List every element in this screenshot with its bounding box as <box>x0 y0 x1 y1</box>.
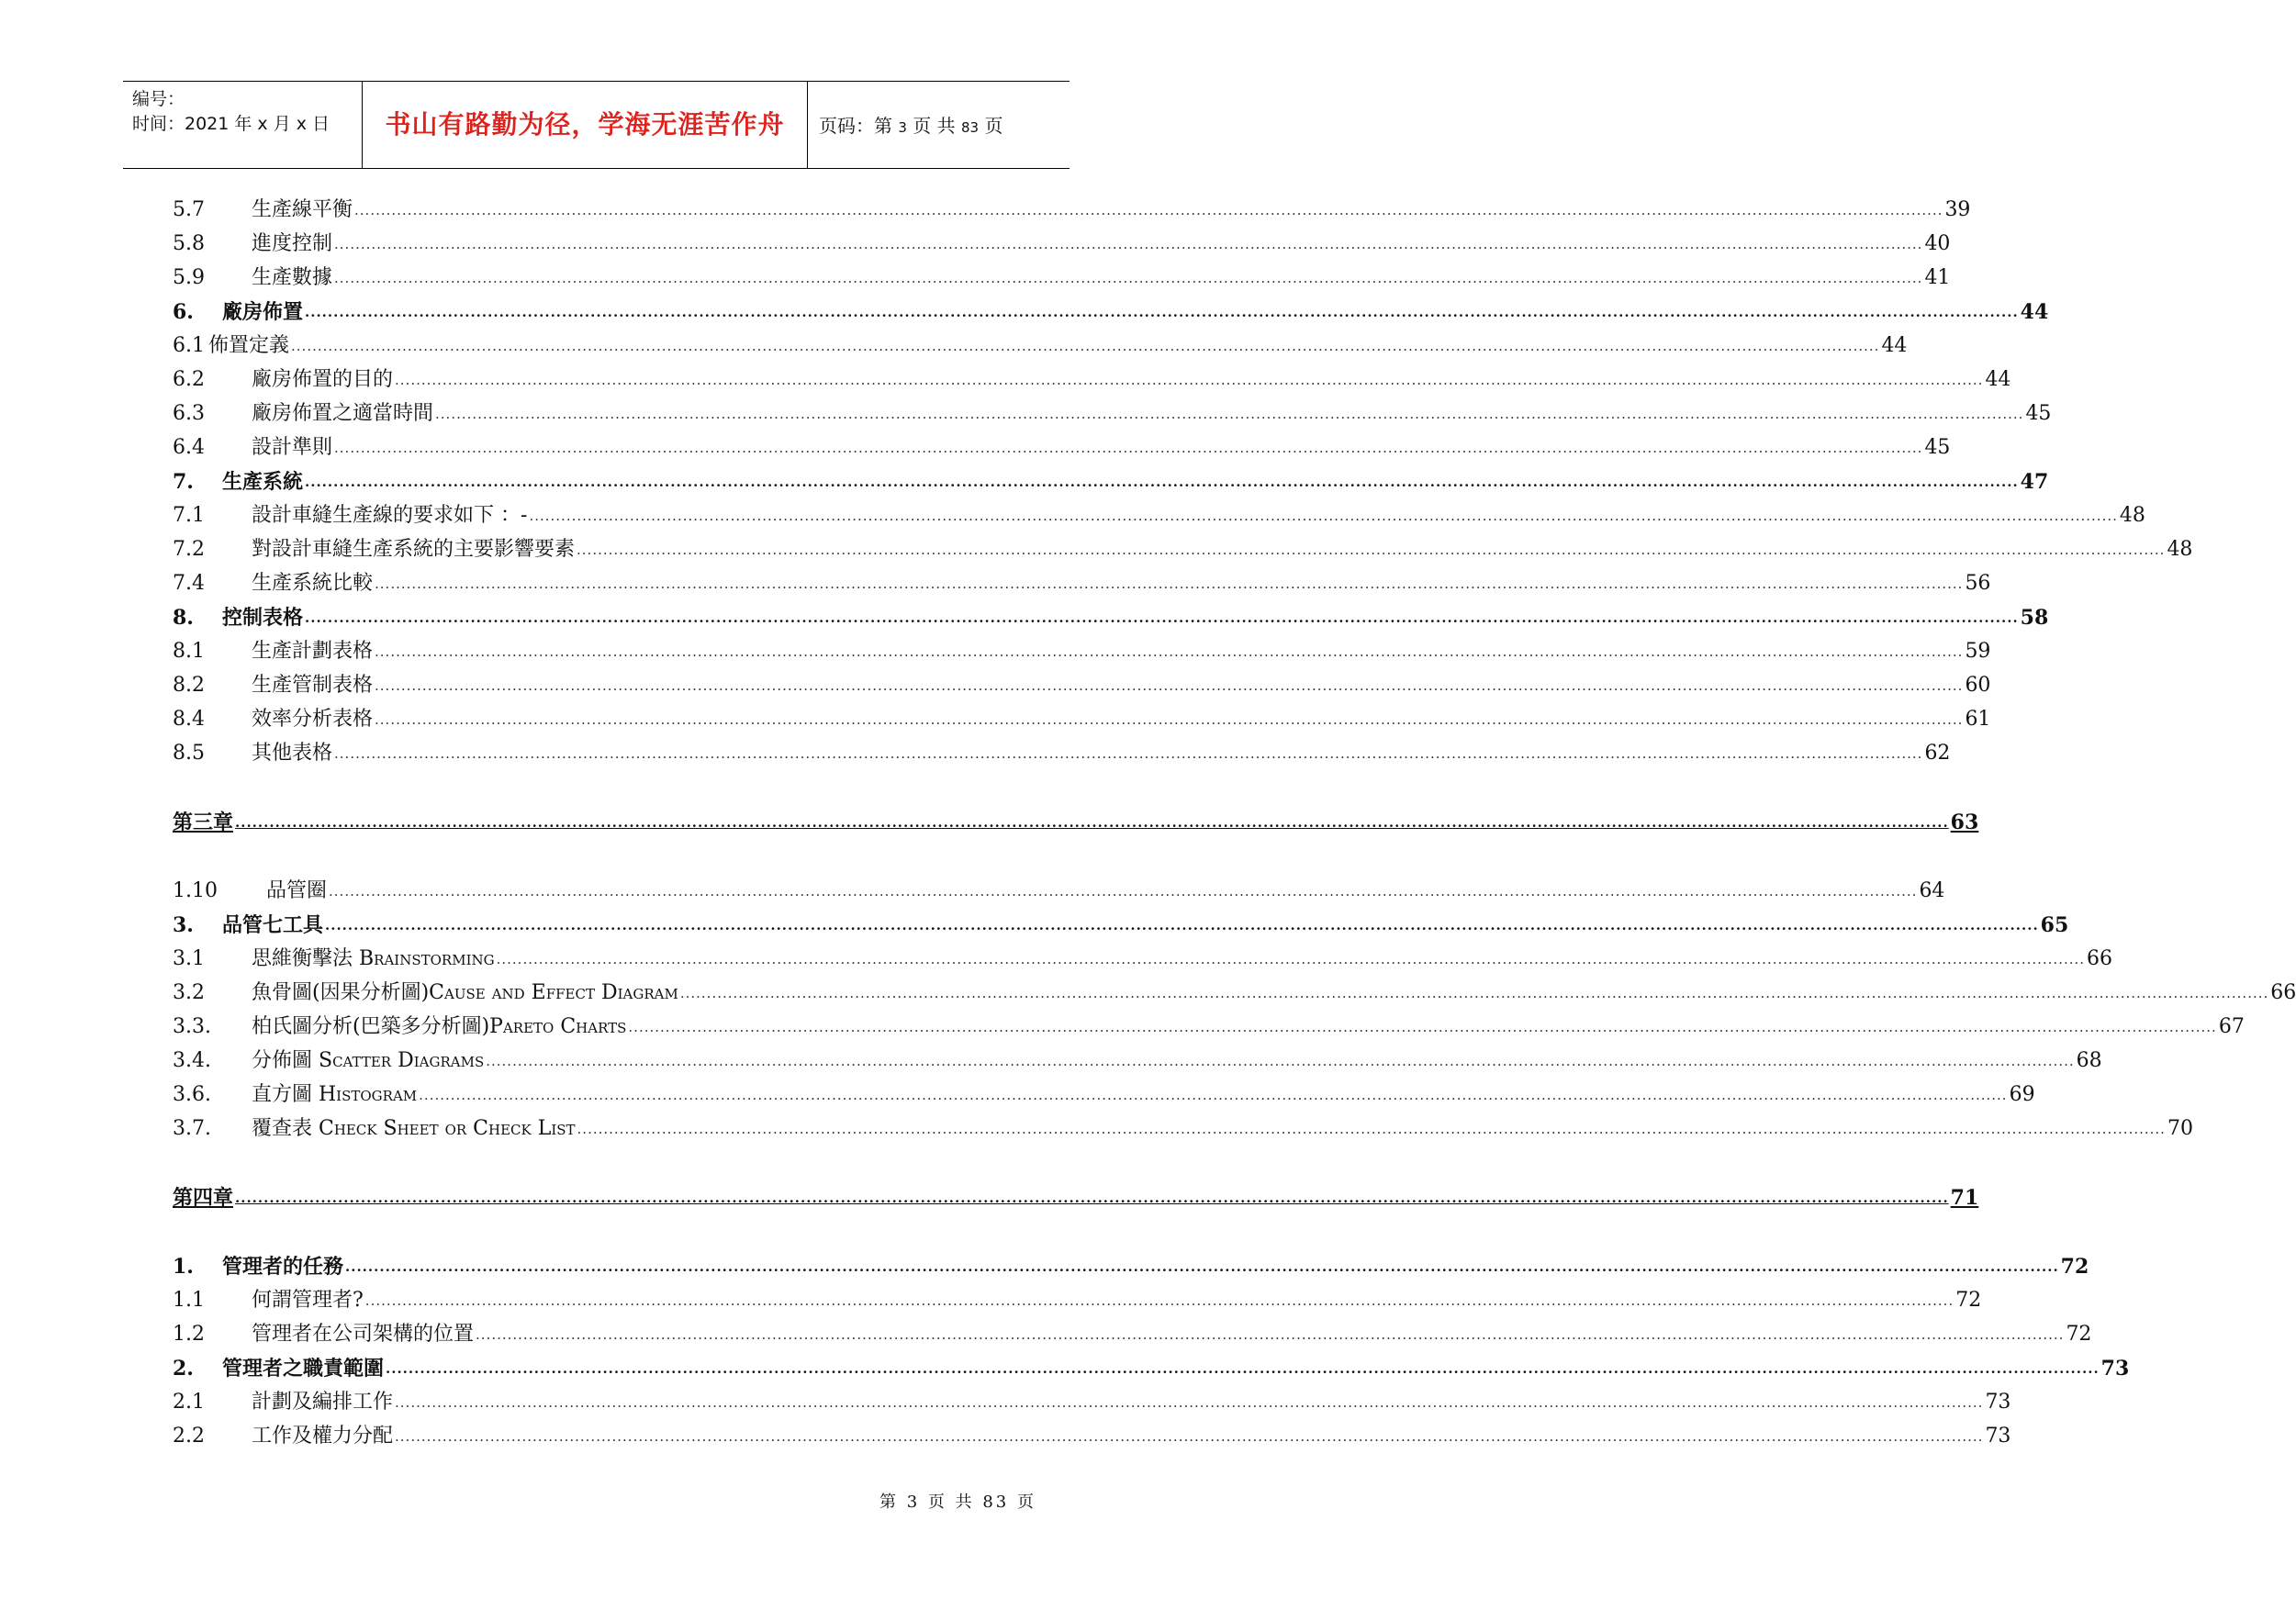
toc-entry[interactable] <box>173 1387 2011 1414</box>
toc-entry-title: 廠房佈置 <box>222 300 304 324</box>
toc-leader-dots: ............................................................................................................................................................................................................................................................................................................ <box>628 1019 2217 1035</box>
toc-entry-page: 58 <box>2020 606 2049 630</box>
toc-entry[interactable] <box>173 195 1971 222</box>
toc-entry[interactable] <box>173 263 1951 290</box>
toc-entry-title: 生產數據 <box>252 266 333 289</box>
toc-entry-title: 設計車縫生產線的要求如下 ：- <box>252 504 528 527</box>
toc-entry-page: 72 <box>2060 1255 2089 1279</box>
code-label: 编号： <box>132 89 185 109</box>
toc-entry-page: 69 <box>2009 1083 2035 1106</box>
toc-entry-number: 3.3. <box>173 1015 211 1038</box>
toc-entry[interactable] <box>173 432 1951 460</box>
toc-entry-title: 計劃及編排工作 <box>252 1391 394 1414</box>
toc-entry-number: 1.10 <box>173 879 218 902</box>
toc-entry[interactable] <box>173 1113 2193 1141</box>
toc-leader-dots: ............................................................................................................................................................................................................................................................................................................ <box>354 202 1943 218</box>
toc-entry-title: 柏氏圖分析(巴築多分析圖)Pareto Charts <box>252 1015 627 1038</box>
toc-entry[interactable] <box>173 670 1991 698</box>
toc-leader-dots: ............................................................................................................................................................................................................................................................................................................ <box>375 643 1964 660</box>
toc-entry-title: 第四章 <box>173 1186 234 1210</box>
toc-entry-number: 7.4 <box>173 572 205 595</box>
toc-entry-title: 廠房佈置之適當時間 <box>252 402 434 425</box>
toc-entry-page: 61 <box>1965 708 1991 731</box>
toc-leader-dots: ............................................................................................................................................................................................................................................................................................................ <box>305 474 2019 490</box>
toc-leader-dots: ............................................................................................................................................................................................................................................................................................................ <box>364 1292 1954 1309</box>
toc-leader-dots: ............................................................................................................................................................................................................................................................................................................ <box>577 542 2166 558</box>
toc-entry-title: 何謂管理者? <box>252 1289 364 1312</box>
toc-entry-page: 41 <box>1924 266 1951 289</box>
toc-entry-page: 56 <box>1965 572 1991 595</box>
toc-entry-page: 70 <box>2167 1117 2193 1140</box>
toc-entry[interactable] <box>173 296 2049 324</box>
toc-entry-number: 6.2 <box>173 368 205 391</box>
toc-entry[interactable] <box>173 500 2145 528</box>
toc-entry-number: 3.1 <box>173 947 205 970</box>
toc-entry[interactable] <box>173 978 2296 1005</box>
header-motto: 书山有路勤为径，学海无涯苦作舟 <box>385 109 785 140</box>
toc-entry[interactable] <box>173 534 2193 562</box>
toc-entry-page: 40 <box>1924 232 1951 255</box>
toc-entry-number: 1.2 <box>173 1323 205 1346</box>
toc-entry-number: 3. <box>173 913 194 937</box>
toc-entry[interactable] <box>173 1079 2035 1107</box>
toc-leader-dots: ............................................................................................................................................................................................................................................................................................................ <box>577 1121 2166 1137</box>
page-footer: 第 3 页 共 83 页 <box>879 1493 1036 1512</box>
toc-entry-page: 59 <box>1965 640 1991 663</box>
toc-entry-title: 直方圖 Histogram <box>252 1083 418 1106</box>
toc-entry-number: 1. <box>173 1255 194 1279</box>
toc-leader-dots: ............................................................................................................................................................................................................................................................................................................ <box>395 1428 1984 1445</box>
toc-entry-title: 廠房佈置的目的 <box>252 368 394 391</box>
toc-entry-title: 佈置定義 <box>208 334 290 357</box>
toc-entry-page: 66 <box>2087 947 2113 970</box>
toc-entry-number: 5.8 <box>173 232 205 255</box>
toc-entry-page: 72 <box>1955 1289 1982 1312</box>
header-divider <box>807 82 808 168</box>
toc-entry-title: 思維衡擊法 Brainstorming <box>252 947 495 970</box>
toc-entry-number: 8. <box>173 606 194 630</box>
toc-entry-title: 魚骨圖(因果分析圖)Cause and Effect Diagram <box>252 981 678 1004</box>
toc-entry-page: 44 <box>2020 300 2049 324</box>
toc-entry-page: 62 <box>1924 742 1951 765</box>
toc-entry[interactable] <box>173 1319 2092 1347</box>
toc-leader-dots: ............................................................................................................................................................................................................................................................................................................ <box>375 711 1964 728</box>
toc-entry[interactable] <box>173 944 2113 971</box>
toc-entry-number: 5.7 <box>173 198 205 221</box>
toc-entry-page: 73 <box>2100 1357 2130 1381</box>
header-meta <box>132 87 330 137</box>
toc-entry[interactable] <box>173 1251 2089 1279</box>
toc-entry[interactable] <box>173 330 1908 358</box>
toc-leader-dots: ............................................................................................................................................................................................................................................................................................................ <box>345 1258 2059 1275</box>
toc-entry-page: 44 <box>1985 368 2011 391</box>
toc-entry-number: 6.4 <box>173 436 205 459</box>
toc-leader-dots: ............................................................................................................................................................................................................................................................................................................ <box>235 1190 1949 1206</box>
toc-entry[interactable] <box>173 1045 2102 1073</box>
toc-entry-title: 生產計劃表格 <box>252 640 374 663</box>
toc-entry[interactable] <box>173 466 2049 494</box>
toc-entry-page: 45 <box>2025 402 2052 425</box>
toc-leader-dots: ............................................................................................................................................................................................................................................................................................................ <box>679 985 2269 1001</box>
toc-entry-number: 6.1 <box>173 334 205 357</box>
toc-leader-dots: ............................................................................................................................................................................................................................................................................................................ <box>334 745 1923 762</box>
toc-entry[interactable] <box>173 1012 2245 1039</box>
toc-entry-page: 65 <box>2040 913 2069 937</box>
toc-entry-page: 47 <box>2020 470 2049 494</box>
toc-entry-page: 67 <box>2218 1015 2245 1038</box>
page-prefix: 页码：第 <box>819 115 892 137</box>
toc-entry[interactable] <box>173 568 1991 596</box>
toc-entry[interactable] <box>173 876 1945 903</box>
toc-leader-dots: ............................................................................................................................................................................................................................................................................................................ <box>329 883 1918 900</box>
toc-leader-dots: ............................................................................................................................................................................................................................................................................................................ <box>435 406 2024 422</box>
toc-entry-page: 39 <box>1944 198 1971 221</box>
toc-entry-page: 73 <box>1985 1425 2011 1448</box>
toc-leader-dots: ............................................................................................................................................................................................................................................................................................................ <box>291 338 1880 354</box>
toc-entry[interactable] <box>173 807 1979 834</box>
toc-entry[interactable] <box>173 636 1991 664</box>
toc-entry-page: 73 <box>1985 1391 2011 1414</box>
toc-entry-page: 48 <box>2119 504 2145 527</box>
toc-entry-number: 3.6. <box>173 1083 211 1106</box>
toc-entry-number: 8.4 <box>173 708 205 731</box>
toc-entry[interactable] <box>173 602 2049 630</box>
page-mid: 页 共 <box>913 115 956 137</box>
header-page-number <box>819 111 1002 138</box>
toc-entry[interactable] <box>173 910 2069 937</box>
toc-entry-title: 生產管制表格 <box>252 674 374 697</box>
toc-entry-number: 7.1 <box>173 504 205 527</box>
page-suffix: 页 <box>984 115 1003 137</box>
toc-entry[interactable] <box>173 1182 1979 1210</box>
toc-entry-title: 其他表格 <box>252 742 333 765</box>
toc-entry-title: 品管圈 <box>266 879 328 902</box>
toc-entry-title: 管理者在公司架構的位置 <box>252 1323 475 1346</box>
toc-entry-number: 2.1 <box>173 1391 205 1414</box>
toc-leader-dots: ............................................................................................................................................................................................................................................................................................................ <box>334 440 1923 456</box>
toc-entry-number: 7.2 <box>173 538 205 561</box>
toc-leader-dots: ............................................................................................................................................................................................................................................................................................................ <box>375 677 1964 694</box>
toc-leader-dots: ............................................................................................................................................................................................................................................................................................................ <box>386 1360 2100 1377</box>
toc-entry-number: 5.9 <box>173 266 205 289</box>
page-current: 3 <box>898 119 907 136</box>
toc-entry-page: 45 <box>1924 436 1951 459</box>
toc-leader-dots: ............................................................................................................................................................................................................................................................................................................ <box>334 270 1923 286</box>
toc-entry-title: 進度控制 <box>252 232 333 255</box>
time-label: 时间：2021 年 x 月 x 日 <box>132 114 330 134</box>
toc-entry-title: 控制表格 <box>222 606 304 630</box>
toc-entry-title: 品管七工具 <box>222 913 324 937</box>
toc-entry[interactable] <box>173 229 1951 256</box>
toc-entry-title: 生產系統 <box>222 470 304 494</box>
toc-entry-title: 生產線平衡 <box>252 198 353 221</box>
toc-entry-number: 2.2 <box>173 1425 205 1448</box>
toc-entry-title: 覆查表 Check Sheet or Check List <box>252 1117 576 1140</box>
toc-entry-page: 68 <box>2076 1049 2102 1072</box>
toc-entry-title: 設計準則 <box>252 436 333 459</box>
toc-entry-number: 6.3 <box>173 402 205 425</box>
toc-entry-page: 63 <box>1950 811 1979 834</box>
toc-leader-dots: ............................................................................................................................................................................................................................................................................................................ <box>395 372 1984 388</box>
toc-leader-dots: ............................................................................................................................................................................................................................................................................................................ <box>305 609 2019 626</box>
toc-entry-number: 3.4. <box>173 1049 211 1072</box>
toc-entry-title: 第三章 <box>173 811 234 834</box>
toc-leader-dots: ............................................................................................................................................................................................................................................................................................................ <box>375 576 1964 592</box>
toc-entry[interactable] <box>173 1285 1982 1313</box>
toc-entry-title: 工作及權力分配 <box>252 1425 394 1448</box>
toc-leader-dots: ............................................................................................................................................................................................................................................................................................................ <box>334 236 1923 252</box>
toc-leader-dots: ............................................................................................................................................................................................................................................................................................................ <box>235 814 1949 831</box>
toc-entry[interactable] <box>173 704 1991 732</box>
toc-leader-dots: ............................................................................................................................................................................................................................................................................................................ <box>395 1394 1984 1411</box>
toc-entry[interactable] <box>173 364 2011 392</box>
page-header <box>123 81 1070 169</box>
toc-entry-page: 64 <box>1919 879 1945 902</box>
toc-entry-number: 2. <box>173 1357 194 1381</box>
toc-entry-number: 7. <box>173 470 194 494</box>
toc-entry-page: 71 <box>1950 1186 1979 1210</box>
toc-entry[interactable] <box>173 738 1951 766</box>
toc-entry-number: 8.2 <box>173 674 205 697</box>
toc-entry-title: 對設計車縫生產系統的主要影響要素 <box>252 538 576 561</box>
toc-leader-dots: ............................................................................................................................................................................................................................................................................................................ <box>419 1087 2008 1103</box>
toc-entry-title: 生產系統比較 <box>252 572 374 595</box>
toc-entry-page: 44 <box>1881 334 1908 357</box>
toc-entry-title: 管理者之職責範圍 <box>222 1357 385 1381</box>
toc-entry-page: 66 <box>2270 981 2296 1004</box>
toc-entry[interactable] <box>173 398 2052 426</box>
toc-entry-title: 分佈圖 Scatter Diagrams <box>252 1049 485 1072</box>
toc-entry-number: 6. <box>173 300 194 324</box>
toc-entry[interactable] <box>173 1421 2011 1448</box>
toc-entry-number: 3.2 <box>173 981 205 1004</box>
toc-leader-dots: ............................................................................................................................................................................................................................................................................................................ <box>486 1053 2075 1069</box>
toc-entry-page: 48 <box>2167 538 2193 561</box>
toc-entry-page: 72 <box>2066 1323 2092 1346</box>
page-total: 83 <box>960 119 980 136</box>
toc-entry-page: 60 <box>1965 674 1991 697</box>
toc-leader-dots: ............................................................................................................................................................................................................................................................................................................ <box>496 951 2086 967</box>
toc-entry-number: 8.1 <box>173 640 205 663</box>
toc-entry-number: 8.5 <box>173 742 205 765</box>
toc-entry-number: 1.1 <box>173 1289 205 1312</box>
toc-leader-dots: ............................................................................................................................................................................................................................................................................................................ <box>476 1326 2065 1343</box>
toc-entry-title: 管理者的任務 <box>222 1255 344 1279</box>
toc-entry[interactable] <box>173 1353 2130 1381</box>
toc-entry-number: 3.7. <box>173 1117 211 1140</box>
toc-entry-title: 效率分析表格 <box>252 708 374 731</box>
toc-leader-dots: ............................................................................................................................................................................................................................................................................................................ <box>305 304 2019 320</box>
toc-leader-dots: ............................................................................................................................................................................................................................................................................................................ <box>529 508 2118 524</box>
toc-leader-dots: ............................................................................................................................................................................................................................................................................................................ <box>325 917 2039 934</box>
